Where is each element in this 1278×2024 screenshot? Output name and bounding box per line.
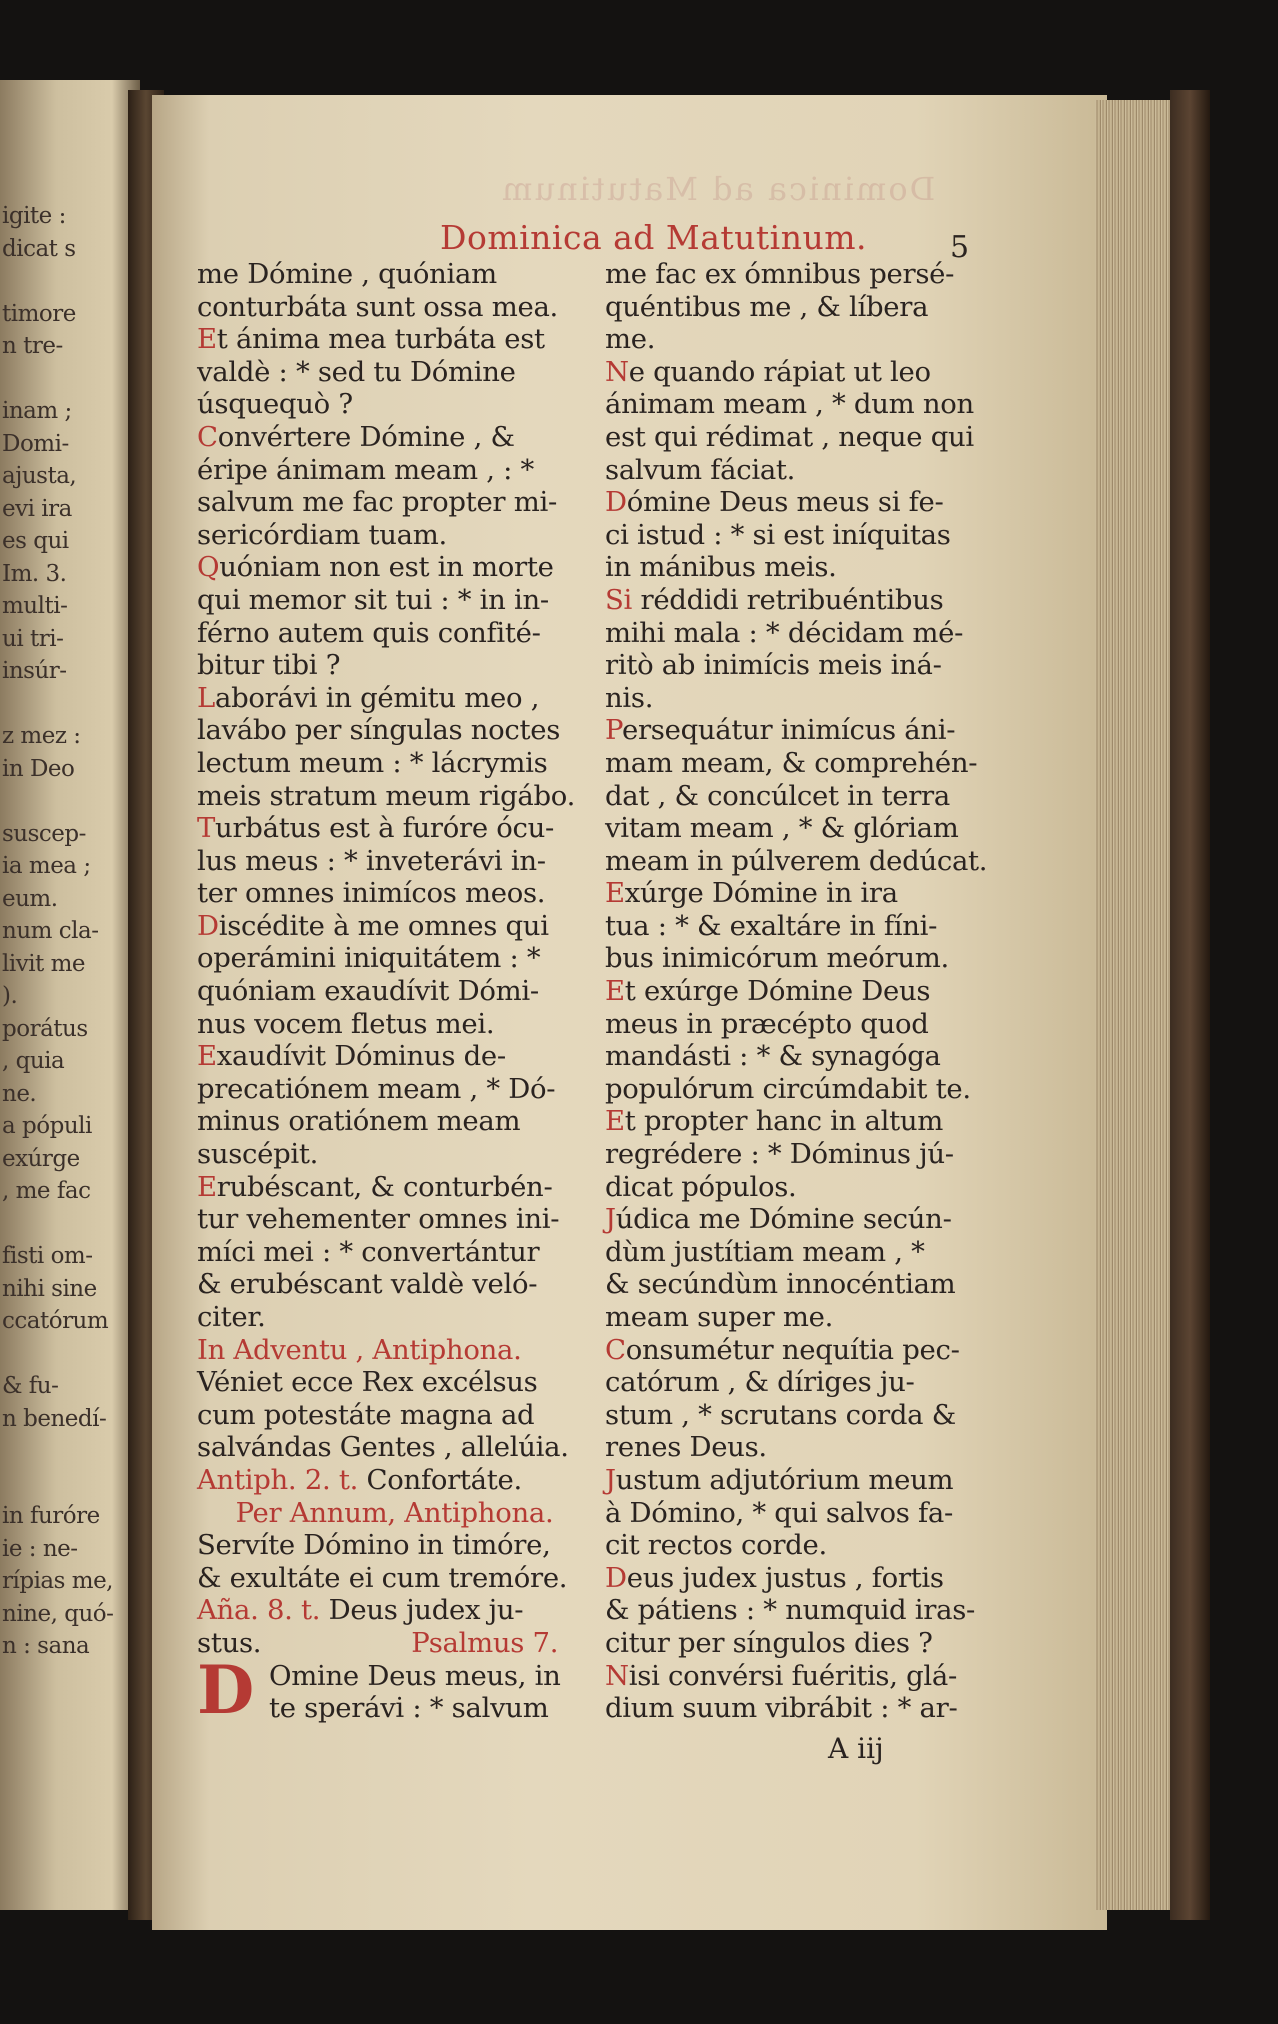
line-text: est qui rédimat , neque qui bbox=[605, 420, 974, 453]
red-initial: Q bbox=[197, 551, 220, 584]
text-line bbox=[197, 1040, 592, 1073]
text-line bbox=[605, 1236, 1000, 1269]
line-text: sericórdiam tuam. bbox=[197, 518, 447, 551]
text-line bbox=[605, 714, 1000, 747]
text-line bbox=[197, 1594, 592, 1627]
red-initial: E bbox=[605, 877, 625, 910]
rubric-label: Aña. 8. t. bbox=[197, 1594, 321, 1627]
text-line bbox=[605, 1040, 1000, 1073]
left-page-line bbox=[0, 688, 140, 721]
signature-mark: A iij bbox=[828, 1732, 884, 1765]
left-page-line: eum. bbox=[2, 885, 58, 912]
line-text: renes Deus. bbox=[605, 1431, 767, 1464]
left-page-line: Domi- bbox=[2, 430, 69, 457]
line-text: salvándas Gentes , allelúia. bbox=[197, 1431, 569, 1464]
text-line bbox=[605, 551, 1000, 584]
line-text: onsumétur nequítia pec- bbox=[625, 1333, 960, 1366]
running-header: Dominica ad Matutinum. bbox=[440, 218, 867, 257]
left-page-line: & fu- bbox=[2, 1373, 59, 1399]
line-text: meus in præcépto quod bbox=[605, 1007, 929, 1040]
line-text: mam meam, & comprehén- bbox=[605, 746, 978, 779]
left-page-line: , quia bbox=[2, 1048, 65, 1074]
book-cover-edge bbox=[1170, 90, 1210, 1920]
left-page-line: ie : ne- bbox=[2, 1535, 78, 1562]
line-text: míci mei : * convertántur bbox=[197, 1235, 540, 1268]
line-text: uóniam non est in morte bbox=[219, 551, 554, 584]
left-page-line: igite : bbox=[2, 203, 66, 229]
line-text: iscédite à me omnes qui bbox=[218, 909, 549, 942]
text-line bbox=[605, 812, 1000, 845]
line-text: nis. bbox=[605, 681, 654, 714]
rubric-label: Antiph. 2. t. bbox=[197, 1463, 359, 1496]
line-text: te sperávi : * salvum bbox=[269, 1692, 549, 1725]
left-page-line bbox=[0, 785, 140, 818]
line-text: urbátus est à furóre ócu- bbox=[215, 812, 555, 845]
left-page-line: es qui bbox=[2, 528, 69, 554]
text-line bbox=[605, 747, 1000, 780]
text-line bbox=[197, 682, 592, 715]
line-text: salvum fáciat. bbox=[605, 453, 796, 486]
line-text: t ánima mea turbáta est bbox=[216, 323, 545, 356]
text-line bbox=[197, 1334, 592, 1367]
line-text: tur vehementer omnes ini- bbox=[197, 1203, 560, 1236]
left-page-line: in Deo bbox=[2, 755, 75, 782]
psalm-heading: Psalmus 7. bbox=[411, 1626, 559, 1659]
text-line bbox=[605, 1171, 1000, 1204]
line-text: in mánibus meis. bbox=[605, 551, 837, 584]
line-text: à Dómino, * qui salvos fa- bbox=[605, 1496, 954, 1529]
line-text: dat , & concúlcet in terra bbox=[605, 779, 951, 812]
text-line bbox=[197, 388, 592, 421]
line-text: minus oratiónem meam bbox=[197, 1105, 521, 1138]
text-line bbox=[605, 1334, 1000, 1367]
line-text: citer. bbox=[197, 1301, 266, 1333]
text-line bbox=[605, 1497, 1000, 1530]
left-page-line: num cla- bbox=[2, 918, 99, 944]
line-text: onvértere Dómine , & bbox=[217, 420, 515, 453]
text-line bbox=[197, 584, 592, 617]
line-text: bitur tibi ? bbox=[197, 649, 341, 682]
left-page-line bbox=[0, 1208, 140, 1241]
text-line bbox=[605, 682, 1000, 715]
text-line bbox=[197, 1399, 592, 1432]
line-text: stus. bbox=[197, 1626, 262, 1659]
rubric-heading: Per Annum, Antiphona. bbox=[235, 1496, 554, 1529]
text-line bbox=[197, 1692, 592, 1725]
line-text: stum , * scrutans corda & bbox=[605, 1398, 956, 1431]
line-text: cit rectos corde. bbox=[605, 1529, 827, 1562]
text-line bbox=[197, 551, 592, 584]
red-initial: E bbox=[197, 1170, 217, 1203]
left-page-line: n benedí- bbox=[2, 1405, 107, 1432]
left-page-line: a pópuli bbox=[2, 1113, 92, 1139]
line-text: ersequátur inimícus áni- bbox=[621, 714, 956, 747]
line-text: Confortáte. bbox=[358, 1463, 522, 1496]
line-text: operámini iniquitátem : * bbox=[197, 942, 541, 975]
line-text: ci istud : * si est iníquitas bbox=[605, 518, 951, 551]
text-line bbox=[197, 291, 592, 324]
bleed-through-text: Dominica ad Matutinum bbox=[500, 170, 936, 208]
left-page-line: rípias me, bbox=[2, 1568, 113, 1594]
red-initial: L bbox=[197, 681, 215, 714]
text-line bbox=[197, 910, 592, 943]
line-text: precatiónem meam , * Dó- bbox=[197, 1072, 556, 1105]
line-text: catórum , & díriges ju- bbox=[605, 1366, 915, 1399]
left-text-column bbox=[197, 258, 592, 1729]
left-page-line: ui tri- bbox=[2, 625, 64, 652]
red-initial: N bbox=[605, 1659, 629, 1692]
text-line bbox=[605, 584, 1000, 617]
text-line bbox=[197, 454, 592, 487]
line-text: populórum circúmdabit te. bbox=[605, 1072, 971, 1105]
line-text: meam super me. bbox=[605, 1301, 834, 1333]
text-line bbox=[605, 486, 1000, 519]
text-line bbox=[605, 877, 1000, 910]
line-text: me Dómine , quóniam bbox=[197, 258, 497, 290]
line-text: lus meus : * inveterávi in- bbox=[197, 844, 546, 877]
text-line bbox=[197, 812, 592, 845]
right-text-column bbox=[605, 258, 1000, 1725]
text-line bbox=[197, 975, 592, 1008]
left-page-line: multi- bbox=[2, 593, 68, 619]
line-text: éripe ánimam meam , : * bbox=[197, 453, 534, 486]
line-text: conturbáta sunt ossa mea. bbox=[197, 290, 558, 323]
line-text: nus vocem fletus mei. bbox=[197, 1007, 495, 1040]
text-line bbox=[605, 1203, 1000, 1236]
text-line bbox=[197, 1431, 592, 1464]
line-text: t exúrge Dómine Deus bbox=[624, 975, 931, 1008]
drop-cap-initial: D bbox=[197, 1650, 254, 1729]
left-page-line: nihi sine bbox=[2, 1275, 97, 1302]
text-line bbox=[197, 1171, 592, 1204]
left-page-text bbox=[0, 200, 140, 1663]
line-text: valdè : * sed tu Dómine bbox=[197, 355, 516, 388]
left-page-line: n : sana bbox=[2, 1633, 90, 1659]
text-line bbox=[197, 323, 592, 356]
line-text: Deus judex ju- bbox=[320, 1594, 524, 1627]
line-text: quéntibus me , & líbera bbox=[605, 290, 929, 323]
text-line bbox=[197, 258, 592, 291]
line-text: férno autem quis confité- bbox=[197, 616, 541, 649]
text-line bbox=[605, 1431, 1000, 1464]
left-page-line: evi ira bbox=[2, 495, 72, 522]
text-line bbox=[605, 454, 1000, 487]
line-text: qui memor sit tui : * in in- bbox=[197, 583, 549, 616]
line-text: & pátiens : * numquid iras- bbox=[605, 1594, 975, 1627]
line-text: lavábo per síngulas noctes bbox=[197, 714, 561, 747]
left-page-line: inam ; bbox=[2, 398, 72, 424]
text-line bbox=[197, 845, 592, 878]
left-page-line: , me fac bbox=[2, 1178, 91, 1204]
left-page-line: z mez : bbox=[2, 723, 81, 749]
line-text: lectum meum : * lácrymis bbox=[197, 746, 548, 779]
text-line bbox=[197, 1138, 592, 1171]
left-page-line bbox=[0, 1435, 140, 1468]
page-number: 5 bbox=[950, 230, 970, 265]
text-line bbox=[605, 1660, 1000, 1693]
text-line bbox=[197, 519, 592, 552]
red-initial: E bbox=[605, 975, 625, 1008]
line-text: Servíte Dómino in timóre, bbox=[197, 1529, 551, 1562]
text-line bbox=[197, 1366, 592, 1399]
text-line bbox=[605, 356, 1000, 389]
line-text: dicat pópulos. bbox=[605, 1170, 797, 1203]
line-text: t propter hanc in altum bbox=[624, 1105, 944, 1138]
red-initial: P bbox=[605, 714, 622, 747]
left-page-line: timore bbox=[2, 300, 76, 327]
left-page-line: n tre- bbox=[2, 333, 63, 359]
line-text: Véniet ecce Rex excélsus bbox=[197, 1366, 538, 1399]
text-line bbox=[605, 323, 1000, 356]
line-text: ter omnes inimícos meos. bbox=[197, 877, 546, 910]
red-initial: E bbox=[197, 323, 217, 356]
red-initial: D bbox=[197, 909, 219, 942]
text-line bbox=[197, 486, 592, 519]
red-initial: E bbox=[605, 1105, 625, 1138]
text-line bbox=[197, 942, 592, 975]
text-line bbox=[197, 1301, 592, 1334]
left-page-line: insúr- bbox=[2, 658, 67, 684]
text-line bbox=[605, 975, 1000, 1008]
text-line bbox=[197, 1073, 592, 1106]
text-line bbox=[197, 421, 592, 454]
line-text: isi convérsi fuéritis, glá- bbox=[628, 1659, 958, 1692]
text-line bbox=[197, 747, 592, 780]
left-page-edge bbox=[0, 80, 140, 1910]
text-line bbox=[605, 1529, 1000, 1562]
text-line bbox=[605, 1399, 1000, 1432]
line-text: úsquequò ? bbox=[197, 388, 353, 421]
red-initial: T bbox=[197, 812, 216, 845]
left-page-line: nine, quó- bbox=[2, 1600, 114, 1627]
text-line bbox=[605, 1594, 1000, 1627]
text-line bbox=[605, 617, 1000, 650]
line-text: quóniam exaudívit Dómi- bbox=[197, 975, 539, 1008]
line-text: regrédere : * Dóminus jú- bbox=[605, 1138, 954, 1171]
text-line bbox=[605, 1464, 1000, 1497]
text-line bbox=[605, 1268, 1000, 1301]
left-page-line: dicat s bbox=[2, 235, 76, 262]
line-text: réddidi retribuéntibus bbox=[632, 583, 944, 616]
line-text: ustum adjutórium meum bbox=[615, 1463, 954, 1496]
line-text: citur per síngulos dies ? bbox=[605, 1626, 933, 1659]
line-text: & erubéscant valdè veló- bbox=[197, 1268, 538, 1301]
text-line bbox=[197, 1105, 592, 1138]
text-line bbox=[605, 1008, 1000, 1041]
line-text: mandásti : * & synagóga bbox=[605, 1040, 941, 1073]
line-text: e quando rápiat ut leo bbox=[628, 355, 931, 388]
line-text: údica me Dómine secún- bbox=[615, 1203, 952, 1236]
text-line bbox=[197, 1203, 592, 1236]
left-page-line: ajusta, bbox=[2, 463, 77, 489]
text-line bbox=[197, 1627, 592, 1660]
text-line bbox=[605, 942, 1000, 975]
left-page-line: porátus bbox=[2, 1015, 88, 1042]
red-initial: J bbox=[605, 1203, 616, 1236]
left-page-line bbox=[0, 363, 140, 396]
line-text: xaudívit Dóminus de- bbox=[216, 1040, 506, 1073]
left-page-line: livit me bbox=[2, 950, 86, 977]
left-page-line: exúrge bbox=[2, 1145, 80, 1172]
line-text: meis stratum meum rigábo. bbox=[197, 779, 576, 812]
left-page-line bbox=[0, 265, 140, 298]
text-line bbox=[197, 1562, 592, 1595]
line-text: me fac ex ómnibus persé- bbox=[605, 258, 955, 290]
line-text: mihi mala : * décidam mé- bbox=[605, 616, 964, 649]
line-text: xúrge Dómine in ira bbox=[624, 877, 898, 910]
text-line bbox=[197, 617, 592, 650]
line-text: rubéscant, & conturbén- bbox=[216, 1170, 553, 1203]
text-line bbox=[197, 1497, 592, 1530]
text-line bbox=[605, 1138, 1000, 1171]
text-line bbox=[197, 1236, 592, 1269]
line-text: ritò ab inimícis meis iná- bbox=[605, 649, 942, 682]
left-page-line: ne. bbox=[2, 1080, 37, 1107]
line-text: meam in púlverem dedúcat. bbox=[605, 844, 988, 877]
red-initial: D bbox=[605, 486, 627, 519]
left-page-line: suscep- bbox=[2, 820, 86, 847]
red-initial: C bbox=[197, 420, 218, 453]
line-text: dùm justítiam meam , * bbox=[605, 1235, 925, 1268]
text-line bbox=[605, 910, 1000, 943]
line-text: & secúndùm innocéntiam bbox=[605, 1268, 956, 1301]
text-line bbox=[605, 845, 1000, 878]
line-text: suscépit. bbox=[197, 1138, 319, 1171]
text-line bbox=[605, 421, 1000, 454]
left-page-line: fisti om- bbox=[2, 1243, 93, 1269]
red-initial: E bbox=[197, 1040, 217, 1073]
text-line bbox=[197, 1008, 592, 1041]
line-text: vitam meam , * & glóriam bbox=[605, 812, 959, 845]
line-text: eus judex justus , fortis bbox=[626, 1561, 944, 1594]
text-line bbox=[605, 1627, 1000, 1660]
text-line bbox=[197, 1529, 592, 1562]
line-text: ánimam meam , * dum non bbox=[605, 388, 974, 421]
left-page-line: in furóre bbox=[2, 1503, 100, 1529]
line-text: me. bbox=[605, 323, 656, 356]
text-line bbox=[197, 780, 592, 813]
red-initial: N bbox=[605, 355, 629, 388]
line-text: & exultáte ei cum tremóre. bbox=[197, 1561, 568, 1594]
text-line bbox=[605, 1562, 1000, 1595]
left-page-line: Im. 3. bbox=[2, 560, 67, 587]
left-page-line: ia mea ; bbox=[2, 853, 91, 879]
text-line bbox=[197, 1464, 592, 1497]
text-line bbox=[197, 877, 592, 910]
text-line bbox=[605, 780, 1000, 813]
line-text: tua : * & exaltáre in fíni- bbox=[605, 909, 938, 942]
left-page-line bbox=[0, 1338, 140, 1371]
red-initial: Si bbox=[605, 583, 633, 616]
rubric-heading: In Adventu , Antiphona. bbox=[197, 1333, 522, 1366]
text-line bbox=[605, 1301, 1000, 1334]
text-line bbox=[197, 649, 592, 682]
text-line bbox=[197, 356, 592, 389]
line-text: ómine Deus meus si fe- bbox=[626, 486, 944, 519]
line-text: salvum me fac propter mi- bbox=[197, 486, 557, 519]
line-text: cum potestáte magna ad bbox=[197, 1398, 535, 1431]
line-text: bus inimicórum meórum. bbox=[605, 942, 949, 975]
text-line bbox=[605, 1073, 1000, 1106]
left-page-line: ccatórum bbox=[2, 1308, 109, 1334]
line-text: Omine Deus meus, in bbox=[269, 1659, 561, 1692]
text-line bbox=[605, 1105, 1000, 1138]
left-page-line: ). bbox=[2, 983, 18, 1009]
line-text: aborávi in gémitu meo , bbox=[214, 681, 540, 714]
line-text: dium suum vibrábit : * ar- bbox=[605, 1692, 958, 1725]
red-initial: C bbox=[605, 1333, 626, 1366]
text-line bbox=[197, 714, 592, 747]
text-line bbox=[605, 1366, 1000, 1399]
text-line bbox=[605, 258, 1000, 291]
red-initial: D bbox=[605, 1561, 627, 1594]
text-line bbox=[605, 649, 1000, 682]
red-initial: J bbox=[605, 1463, 616, 1496]
text-line bbox=[605, 1692, 1000, 1725]
text-line bbox=[605, 291, 1000, 324]
text-line bbox=[197, 1268, 592, 1301]
left-page-line bbox=[0, 1468, 140, 1501]
text-line bbox=[605, 519, 1000, 552]
text-line bbox=[605, 388, 1000, 421]
page-edges bbox=[1095, 100, 1175, 1910]
